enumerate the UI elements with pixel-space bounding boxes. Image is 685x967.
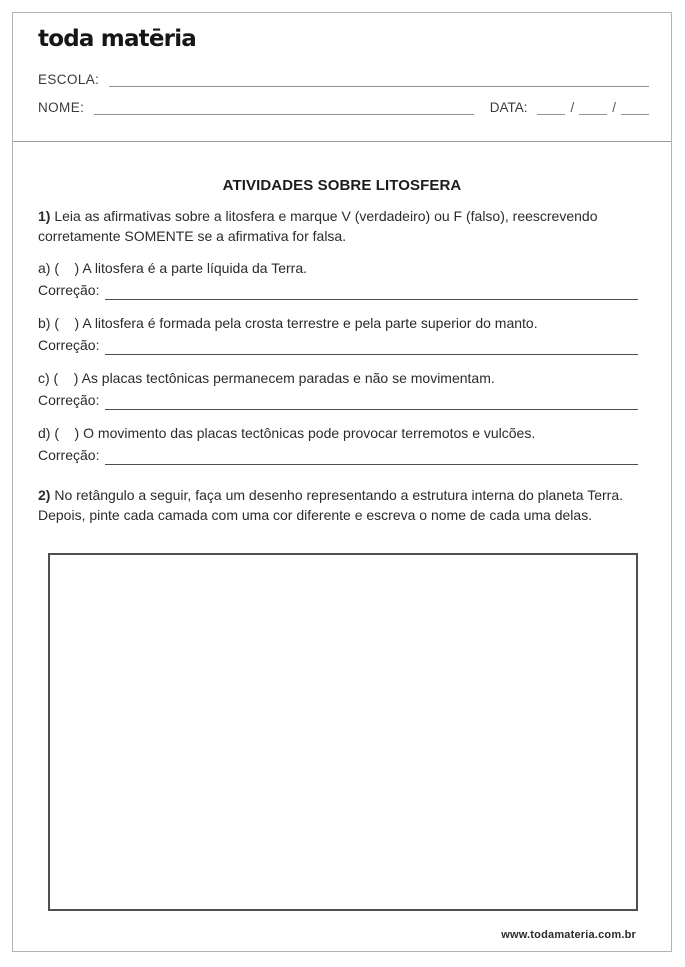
header-divider — [13, 141, 671, 142]
statement-line — [38, 259, 638, 278]
question-2-text: No retângulo a seguir, faça um desenho representando a estrutura interna do planeta Terra. Depois, pinte cada camada com uma cor diferente e escreva o nome de cada uma delas. — [38, 487, 624, 523]
correction-row — [38, 279, 638, 300]
question-1 — [38, 207, 638, 246]
correction-fill-line — [105, 334, 638, 355]
page-border-frame — [12, 12, 672, 952]
statement-marker: a) ( ) — [38, 260, 80, 276]
worksheet-title: ATIVIDADES SOBRE LITOSFERA — [222, 177, 462, 194]
statement-item-a — [38, 259, 638, 300]
date-day-blank — [537, 99, 565, 115]
school-row — [38, 71, 649, 87]
correction-row — [38, 444, 638, 465]
correction-row — [38, 334, 638, 355]
correction-label: Correção: — [38, 282, 100, 298]
date-month-blank — [579, 99, 607, 115]
statement-marker: d) ( ) — [38, 425, 80, 441]
correction-fill-line — [105, 389, 638, 410]
correction-row — [38, 389, 638, 410]
name-fill-line — [94, 99, 473, 115]
date-label: DATA: — [489, 100, 528, 115]
footer-url: www.todamateria.com.br — [501, 929, 636, 941]
question-1-text: Leia as afirmativas sobre a litosfera e marque V (verdadeiro) ou F (falso), reescrevendo corretamente SOMENTE se a afirmativa for falsa. — [38, 208, 598, 244]
statement-marker: b) ( ) — [38, 315, 80, 331]
drawing-rectangle — [48, 553, 638, 911]
correction-label: Correção: — [38, 392, 100, 408]
statement-item-d — [38, 424, 638, 465]
statement-text: A litosfera é formada pela crosta terrestre e pela parte superior do manto. — [82, 315, 538, 331]
school-label: ESCOLA: — [38, 72, 100, 87]
date-separator: / — [570, 100, 575, 115]
correction-fill-line — [105, 444, 638, 465]
statement-item-b — [38, 314, 638, 355]
statement-line — [38, 424, 638, 443]
correction-label: Correção: — [38, 447, 100, 463]
question-2 — [38, 486, 638, 525]
date-separator: / — [612, 100, 616, 115]
statement-marker: c) ( ) — [38, 370, 79, 386]
name-label: NOME: — [38, 100, 85, 115]
question-1-number: 1) — [38, 208, 51, 224]
toda-materia-logo: toda matēria — [38, 26, 197, 52]
question-2-number: 2) — [38, 487, 51, 503]
correction-label: Correção: — [38, 337, 100, 353]
statement-text: As placas tectônicas permanecem paradas e não se movimentam. — [81, 370, 495, 386]
statement-item-c — [38, 369, 638, 410]
statement-line — [38, 369, 638, 388]
date-year-blank — [621, 99, 649, 115]
statement-text: A litosfera é a parte líquida da Terra. — [82, 260, 308, 276]
correction-fill-line — [105, 279, 638, 300]
statement-text: O movimento das placas tectônicas pode provocar terremotos e vulcões. — [83, 425, 536, 441]
statement-line — [38, 314, 638, 333]
name-date-row — [38, 99, 649, 115]
school-fill-line — [109, 71, 649, 87]
